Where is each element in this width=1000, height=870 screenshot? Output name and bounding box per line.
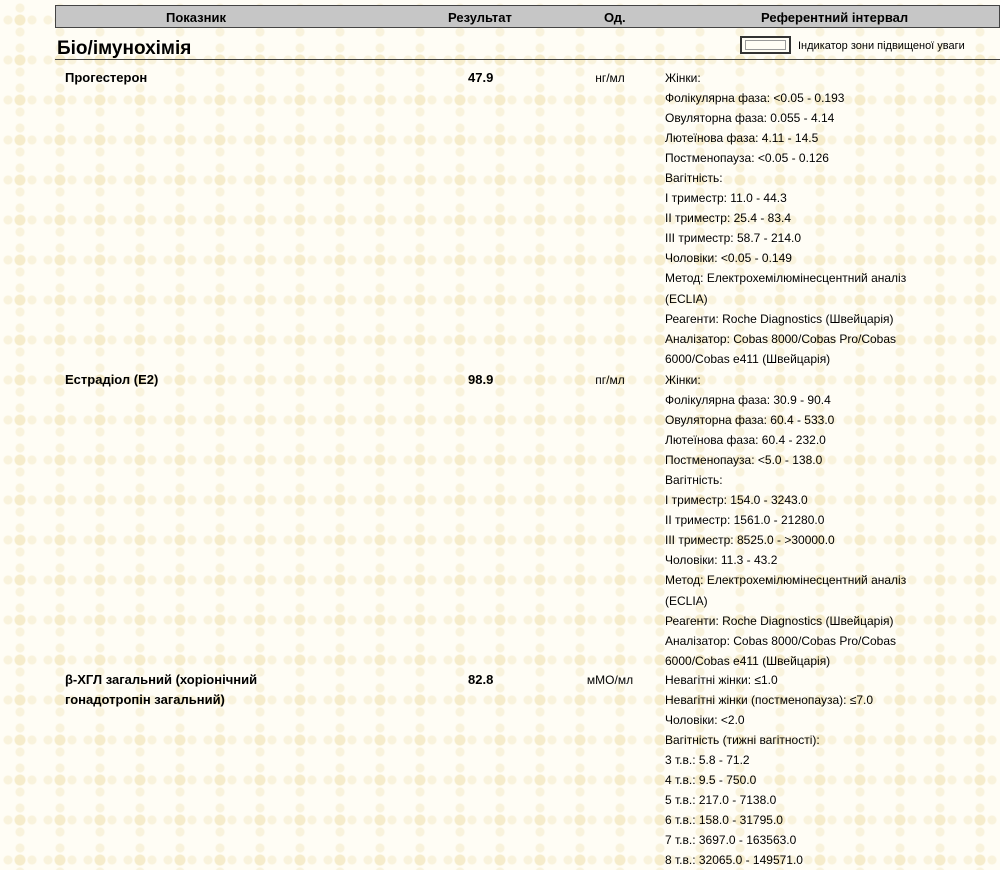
- reference-line: Метод: Електрохемілюмінесцентний аналіз: [665, 271, 907, 286]
- reference-line: (ECLIA): [665, 593, 708, 608]
- reference-line: Реагенти: Roche Diagnostics (Швейцарія): [665, 311, 894, 326]
- reference-line: Аналізатор: Cobas 8000/Cobas Pro/Cobas: [665, 331, 897, 346]
- test-result: 82.8: [468, 672, 494, 687]
- reference-line: 7 т.в.: 3697.0 - 163563.0: [665, 833, 797, 848]
- test-unit: пг/мл: [595, 373, 625, 387]
- reference-line: Невагітні жінки: ≤1.0: [665, 673, 778, 687]
- table-header: [55, 5, 1000, 28]
- reference-line: Вагітність:: [665, 473, 723, 488]
- reference-line: Лютеїнова фаза: 4.11 - 14.5: [665, 131, 819, 146]
- section-title: Біо/імунохімія: [57, 38, 192, 59]
- reference-line: 4 т.в.: 9.5 - 750.0: [665, 773, 757, 788]
- header-indicator: Показник: [166, 10, 226, 25]
- reference-line: 5 т.в.: 217.0 - 7138.0: [665, 793, 777, 808]
- reference-line: Аналізатор: Cobas 8000/Cobas Pro/Cobas: [665, 633, 897, 648]
- reference-line: Метод: Електрохемілюмінесцентний аналіз: [665, 573, 907, 588]
- reference-line: Вагітність (тижні вагітності):: [665, 733, 820, 748]
- attention-indicator-label: Індикатор зони підвищеної уваги: [798, 40, 965, 52]
- test-name: β-ХГЛ загальний (хоріонічний гонадотропін загальний): [65, 672, 258, 707]
- attention-indicator-box: [740, 36, 791, 54]
- reference-interval: [665, 370, 995, 671]
- reference-interval: [665, 68, 995, 369]
- header-unit: Од.: [604, 10, 626, 25]
- reference-line: I триместр: 11.0 - 44.3: [665, 191, 787, 206]
- reference-line: III триместр: 8525.0 - >30000.0: [665, 533, 835, 548]
- test-unit: мМО/мл: [586, 673, 634, 687]
- reference-line: Овуляторна фаза: 60.4 - 533.0: [665, 413, 835, 428]
- reference-line: Жінки:: [665, 373, 701, 387]
- reference-line: Невагітні жінки (постменопауза): ≤7.0: [665, 693, 874, 708]
- reference-line: 8 т.в.: 32065.0 - 149571.0: [665, 853, 803, 868]
- reference-line: Фолікулярна фаза: <0.05 - 0.193: [665, 91, 845, 106]
- reference-line: 6000/Cobas e411 (Швейцарія): [665, 653, 831, 668]
- reference-line: Реагенти: Roche Diagnostics (Швейцарія): [665, 613, 894, 628]
- reference-line: III триместр: 58.7 - 214.0: [665, 231, 802, 246]
- reference-line: 3 т.в.: 5.8 - 71.2: [665, 753, 750, 768]
- test-result: 47.9: [468, 70, 494, 85]
- header-result: Результат: [448, 10, 512, 25]
- reference-line: Чоловіки: <0.05 - 0.149: [665, 251, 792, 266]
- reference-line: Фолікулярна фаза: 30.9 - 90.4: [665, 393, 831, 408]
- test-unit: нг/мл: [595, 71, 625, 85]
- reference-line: Постменопауза: <5.0 - 138.0: [665, 453, 823, 468]
- reference-line: 6 т.в.: 158.0 - 31795.0: [665, 813, 783, 828]
- header-reference: Референтний інтервал: [761, 10, 909, 25]
- reference-line: Овуляторна фаза: 0.055 - 4.14: [665, 111, 835, 126]
- reference-line: 6000/Cobas e411 (Швейцарія): [665, 351, 831, 366]
- reference-line: Лютеїнова фаза: 60.4 - 232.0: [665, 433, 826, 448]
- reference-line: Чоловіки: <2.0: [665, 713, 745, 728]
- reference-line: Чоловіки: 11.3 - 43.2: [665, 553, 778, 568]
- reference-line: (ECLIA): [665, 291, 708, 306]
- reference-line: Вагітність:: [665, 171, 723, 186]
- test-name: Прогестерон: [65, 70, 148, 85]
- reference-line: Постменопауза: <0.05 - 0.126: [665, 151, 829, 166]
- reference-line: II триместр: 1561.0 - 21280.0: [665, 513, 825, 528]
- reference-line: II триместр: 25.4 - 83.4: [665, 211, 792, 226]
- reference-line: I триместр: 154.0 - 3243.0: [665, 493, 808, 508]
- section-divider: [55, 59, 1000, 60]
- test-name: Естрадіол (Е2): [65, 372, 159, 387]
- reference-interval: [665, 670, 995, 870]
- reference-line: Жінки:: [665, 71, 701, 85]
- test-result: 98.9: [468, 372, 494, 387]
